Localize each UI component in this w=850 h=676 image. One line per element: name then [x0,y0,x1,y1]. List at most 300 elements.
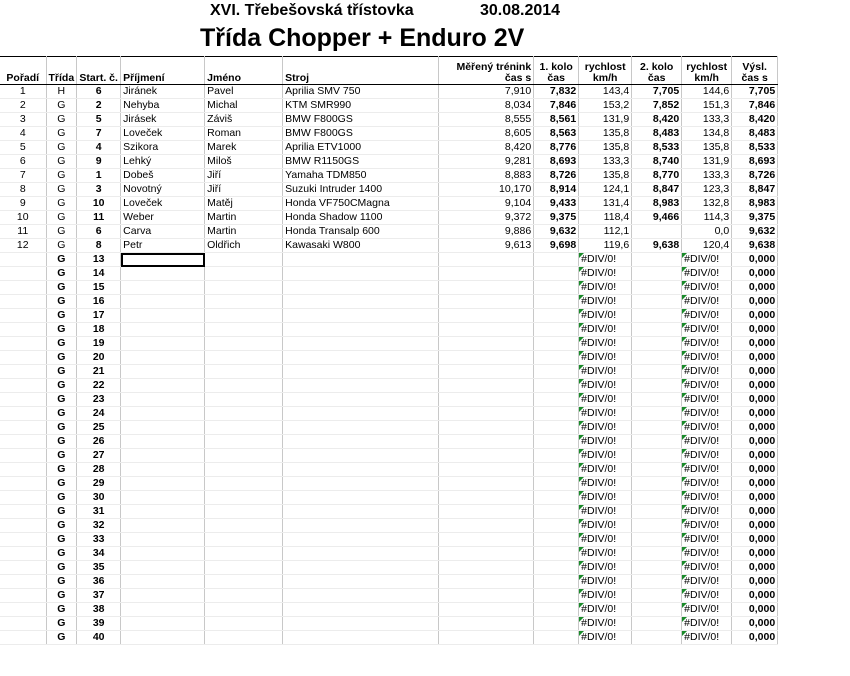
cell-rychlost2[interactable]: 144,6 [682,85,732,99]
cell-rychlost2[interactable]: 131,9 [682,155,732,169]
cell-rychlost2[interactable]: #DIV/0! [682,575,732,589]
cell-rychlost2[interactable]: #DIV/0! [682,603,732,617]
cell-rychlost2[interactable]: #DIV/0! [682,407,732,421]
cell-rychlost2[interactable]: #DIV/0! [682,561,732,575]
cell-stroj[interactable] [283,589,439,603]
cell-trenink[interactable] [439,533,534,547]
cell-trenink[interactable] [439,575,534,589]
cell-kolo1[interactable] [534,365,579,379]
cell-kolo2[interactable] [632,407,682,421]
cell-poradi[interactable] [0,267,46,281]
cell-trenink[interactable]: 8,034 [439,99,534,113]
cell-rychlost1[interactable]: #DIV/0! [579,631,632,645]
cell-rychlost2[interactable]: #DIV/0! [682,365,732,379]
cell-poradi[interactable] [0,351,46,365]
cell-kolo1[interactable] [534,547,579,561]
cell-stroj[interactable]: Suzuki Intruder 1400 [283,183,439,197]
cell-trenink[interactable] [439,281,534,295]
cell-rychlost2[interactable]: #DIV/0! [682,393,732,407]
cell-vysl[interactable]: 0,000 [732,267,778,281]
cell-rychlost1[interactable]: #DIV/0! [579,463,632,477]
cell-rychlost1[interactable]: 124,1 [579,183,632,197]
cell-start[interactable]: 34 [77,547,121,561]
cell-rychlost1[interactable]: #DIV/0! [579,267,632,281]
cell-vysl[interactable]: 9,632 [732,225,778,239]
header-trida[interactable]: Třída [46,57,77,85]
header-kolo2[interactable] [632,57,682,85]
cell-jmeno[interactable]: Martin [205,211,283,225]
cell-kolo1[interactable]: 8,693 [534,155,579,169]
cell-vysl[interactable]: 0,000 [732,379,778,393]
header-prijmeni[interactable]: Příjmení [121,57,205,85]
header-start[interactable]: Start. č. [77,57,121,85]
cell-vysl[interactable]: 0,000 [732,561,778,575]
cell-prijmeni[interactable] [121,393,205,407]
cell-poradi[interactable] [0,421,46,435]
cell-poradi[interactable] [0,491,46,505]
cell-kolo1[interactable]: 8,914 [534,183,579,197]
cell-stroj[interactable]: KTM SMR990 [283,99,439,113]
cell-jmeno[interactable] [205,365,283,379]
cell-vysl[interactable]: 8,983 [732,197,778,211]
cell-trenink[interactable] [439,631,534,645]
cell-poradi[interactable] [0,617,46,631]
cell-jmeno[interactable]: Oldřich [205,239,283,253]
cell-rychlost2[interactable]: #DIV/0! [682,547,732,561]
cell-kolo1[interactable] [534,281,579,295]
cell-jmeno[interactable] [205,393,283,407]
cell-rychlost1[interactable]: #DIV/0! [579,435,632,449]
cell-trenink[interactable] [439,323,534,337]
cell-jmeno[interactable] [205,267,283,281]
cell-start[interactable]: 23 [77,393,121,407]
cell-start[interactable]: 27 [77,449,121,463]
cell-kolo1[interactable] [534,337,579,351]
cell-prijmeni[interactable] [121,281,205,295]
cell-stroj[interactable]: BMW F800GS [283,127,439,141]
cell-rychlost1[interactable]: #DIV/0! [579,309,632,323]
cell-trida[interactable]: G [46,407,77,421]
cell-start[interactable]: 13 [77,253,121,267]
cell-kolo1[interactable] [534,309,579,323]
cell-start[interactable]: 3 [77,183,121,197]
cell-kolo2[interactable]: 8,420 [632,113,682,127]
cell-stroj[interactable] [283,407,439,421]
cell-rychlost1[interactable]: 135,8 [579,169,632,183]
cell-stroj[interactable] [283,365,439,379]
cell-jmeno[interactable] [205,323,283,337]
cell-jmeno[interactable] [205,337,283,351]
cell-poradi[interactable] [0,449,46,463]
cell-poradi[interactable] [0,379,46,393]
cell-start[interactable]: 10 [77,197,121,211]
cell-kolo1[interactable] [534,589,579,603]
cell-kolo1[interactable]: 9,375 [534,211,579,225]
cell-trida[interactable]: G [46,449,77,463]
cell-vysl[interactable]: 0,000 [732,617,778,631]
cell-stroj[interactable] [283,295,439,309]
cell-rychlost2[interactable]: #DIV/0! [682,351,732,365]
cell-vysl[interactable]: 8,847 [732,183,778,197]
cell-vysl[interactable]: 0,000 [732,547,778,561]
cell-trida[interactable]: G [46,309,77,323]
cell-kolo2[interactable] [632,421,682,435]
cell-kolo1[interactable] [534,519,579,533]
cell-poradi[interactable] [0,547,46,561]
cell-trenink[interactable] [439,407,534,421]
cell-kolo2[interactable] [632,505,682,519]
cell-trenink[interactable] [439,393,534,407]
cell-prijmeni[interactable] [121,519,205,533]
cell-jmeno[interactable] [205,421,283,435]
cell-vysl[interactable]: 0,000 [732,407,778,421]
cell-rychlost2[interactable]: 123,3 [682,183,732,197]
cell-prijmeni[interactable] [121,337,205,351]
cell-stroj[interactable] [283,393,439,407]
cell-rychlost1[interactable]: #DIV/0! [579,337,632,351]
cell-start[interactable]: 19 [77,337,121,351]
cell-rychlost2[interactable]: #DIV/0! [682,449,732,463]
cell-prijmeni[interactable] [121,575,205,589]
cell-trenink[interactable]: 10,170 [439,183,534,197]
cell-rychlost2[interactable]: #DIV/0! [682,309,732,323]
cell-kolo1[interactable]: 9,632 [534,225,579,239]
cell-rychlost1[interactable]: #DIV/0! [579,477,632,491]
cell-start[interactable]: 16 [77,295,121,309]
cell-trida[interactable]: G [46,631,77,645]
cell-stroj[interactable] [283,351,439,365]
cell-trida[interactable]: G [46,197,77,211]
cell-rychlost2[interactable]: #DIV/0! [682,477,732,491]
cell-vysl[interactable]: 0,000 [732,505,778,519]
cell-trida[interactable]: G [46,211,77,225]
cell-kolo2[interactable] [632,589,682,603]
cell-kolo1[interactable] [534,393,579,407]
cell-jmeno[interactable]: Pavel [205,85,283,99]
cell-rychlost2[interactable]: 134,8 [682,127,732,141]
cell-trida[interactable]: G [46,435,77,449]
cell-rychlost1[interactable]: #DIV/0! [579,617,632,631]
cell-rychlost2[interactable]: 132,8 [682,197,732,211]
cell-trida[interactable]: G [46,421,77,435]
cell-kolo1[interactable]: 7,832 [534,85,579,99]
cell-kolo2[interactable] [632,603,682,617]
cell-vysl[interactable]: 9,375 [732,211,778,225]
cell-jmeno[interactable] [205,491,283,505]
cell-trenink[interactable] [439,379,534,393]
cell-jmeno[interactable] [205,603,283,617]
cell-kolo1[interactable]: 8,726 [534,169,579,183]
cell-poradi[interactable]: 2 [0,99,46,113]
cell-kolo1[interactable] [534,505,579,519]
cell-rychlost1[interactable]: 119,6 [579,239,632,253]
cell-prijmeni[interactable] [121,561,205,575]
cell-jmeno[interactable]: Jiří [205,169,283,183]
cell-trida[interactable]: G [46,365,77,379]
cell-jmeno[interactable] [205,295,283,309]
cell-poradi[interactable] [0,309,46,323]
cell-trida[interactable]: G [46,239,77,253]
cell-poradi[interactable] [0,323,46,337]
cell-trida[interactable]: G [46,183,77,197]
header-rychlost2[interactable] [682,57,732,85]
cell-stroj[interactable] [283,533,439,547]
cell-kolo2[interactable] [632,491,682,505]
cell-poradi[interactable] [0,463,46,477]
cell-stroj[interactable] [283,379,439,393]
cell-vysl[interactable]: 8,693 [732,155,778,169]
cell-kolo2[interactable] [632,463,682,477]
cell-kolo2[interactable]: 7,705 [632,85,682,99]
cell-poradi[interactable]: 12 [0,239,46,253]
cell-rychlost1[interactable]: #DIV/0! [579,323,632,337]
cell-prijmeni[interactable]: Szikora [121,141,205,155]
cell-rychlost2[interactable]: 114,3 [682,211,732,225]
cell-trenink[interactable]: 8,605 [439,127,534,141]
cell-jmeno[interactable]: Záviš [205,113,283,127]
cell-rychlost2[interactable]: #DIV/0! [682,491,732,505]
cell-kolo1[interactable]: 8,561 [534,113,579,127]
cell-kolo1[interactable] [534,253,579,267]
cell-rychlost2[interactable]: #DIV/0! [682,463,732,477]
cell-jmeno[interactable] [205,407,283,421]
cell-start[interactable]: 21 [77,365,121,379]
cell-trenink[interactable] [439,463,534,477]
cell-trenink[interactable] [439,505,534,519]
cell-rychlost1[interactable]: #DIV/0! [579,491,632,505]
cell-stroj[interactable]: Aprilia ETV1000 [283,141,439,155]
cell-vysl[interactable]: 0,000 [732,519,778,533]
cell-rychlost2[interactable]: 120,4 [682,239,732,253]
cell-rychlost2[interactable]: 0,0 [682,225,732,239]
cell-stroj[interactable]: Kawasaki W800 [283,239,439,253]
cell-start[interactable]: 24 [77,407,121,421]
cell-poradi[interactable] [0,477,46,491]
cell-start[interactable]: 4 [77,141,121,155]
cell-start[interactable]: 14 [77,267,121,281]
header-vysl[interactable] [732,57,778,85]
header-rychlost1[interactable] [579,57,632,85]
cell-rychlost1[interactable]: 131,4 [579,197,632,211]
cell-stroj[interactable] [283,519,439,533]
cell-prijmeni[interactable] [121,379,205,393]
cell-stroj[interactable] [283,561,439,575]
selected-cell[interactable] [121,253,205,267]
cell-kolo1[interactable] [534,561,579,575]
cell-poradi[interactable]: 8 [0,183,46,197]
cell-poradi[interactable]: 1 [0,85,46,99]
cell-trenink[interactable] [439,309,534,323]
cell-stroj[interactable]: BMW R1150GS [283,155,439,169]
cell-trida[interactable]: G [46,253,77,267]
cell-kolo2[interactable] [632,337,682,351]
cell-jmeno[interactable]: Matěj [205,197,283,211]
cell-rychlost2[interactable]: #DIV/0! [682,617,732,631]
cell-start[interactable]: 40 [77,631,121,645]
cell-trenink[interactable] [439,365,534,379]
cell-trenink[interactable]: 9,886 [439,225,534,239]
cell-rychlost1[interactable]: #DIV/0! [579,561,632,575]
cell-start[interactable]: 25 [77,421,121,435]
cell-trenink[interactable] [439,337,534,351]
cell-vysl[interactable]: 0,000 [732,449,778,463]
cell-trida[interactable]: G [46,113,77,127]
cell-kolo1[interactable] [534,351,579,365]
cell-prijmeni[interactable]: Jirásek [121,113,205,127]
cell-jmeno[interactable] [205,435,283,449]
cell-prijmeni[interactable]: Novotný [121,183,205,197]
cell-poradi[interactable]: 5 [0,141,46,155]
cell-kolo2[interactable]: 8,770 [632,169,682,183]
cell-jmeno[interactable]: Roman [205,127,283,141]
cell-prijmeni[interactable] [121,463,205,477]
cell-trenink[interactable] [439,253,534,267]
cell-kolo2[interactable]: 8,983 [632,197,682,211]
cell-prijmeni[interactable] [121,589,205,603]
cell-stroj[interactable]: Aprilia SMV 750 [283,85,439,99]
cell-kolo1[interactable]: 9,433 [534,197,579,211]
cell-poradi[interactable] [0,295,46,309]
cell-start[interactable]: 38 [77,603,121,617]
cell-trida[interactable]: H [46,85,77,99]
cell-trida[interactable]: G [46,393,77,407]
cell-trenink[interactable] [439,351,534,365]
cell-rychlost1[interactable]: 118,4 [579,211,632,225]
cell-trenink[interactable] [439,267,534,281]
cell-vysl[interactable]: 0,000 [732,323,778,337]
cell-poradi[interactable]: 10 [0,211,46,225]
cell-kolo2[interactable] [632,379,682,393]
header-kolo1[interactable] [534,57,579,85]
cell-start[interactable]: 17 [77,309,121,323]
cell-kolo1[interactable] [534,407,579,421]
cell-vysl[interactable]: 8,726 [732,169,778,183]
cell-stroj[interactable]: Yamaha TDM850 [283,169,439,183]
cell-trenink[interactable]: 9,372 [439,211,534,225]
cell-kolo1[interactable] [534,295,579,309]
cell-rychlost2[interactable]: #DIV/0! [682,379,732,393]
cell-poradi[interactable] [0,575,46,589]
cell-vysl[interactable]: 0,000 [732,309,778,323]
cell-trenink[interactable]: 9,281 [439,155,534,169]
cell-vysl[interactable]: 0,000 [732,253,778,267]
cell-poradi[interactable] [0,533,46,547]
cell-rychlost2[interactable]: 133,3 [682,113,732,127]
cell-start[interactable]: 1 [77,169,121,183]
cell-poradi[interactable]: 6 [0,155,46,169]
cell-poradi[interactable] [0,435,46,449]
cell-vysl[interactable]: 0,000 [732,491,778,505]
cell-prijmeni[interactable] [121,407,205,421]
cell-trida[interactable]: G [46,267,77,281]
cell-trida[interactable]: G [46,589,77,603]
cell-rychlost2[interactable]: #DIV/0! [682,323,732,337]
cell-poradi[interactable]: 9 [0,197,46,211]
cell-vysl[interactable]: 9,638 [732,239,778,253]
cell-trida[interactable]: G [46,547,77,561]
cell-poradi[interactable] [0,337,46,351]
cell-stroj[interactable]: Honda VF750CMagna [283,197,439,211]
cell-rychlost2[interactable]: #DIV/0! [682,337,732,351]
cell-kolo2[interactable] [632,323,682,337]
cell-rychlost1[interactable]: 112,1 [579,225,632,239]
cell-kolo1[interactable] [534,449,579,463]
cell-prijmeni[interactable]: Weber [121,211,205,225]
cell-jmeno[interactable] [205,617,283,631]
cell-stroj[interactable] [283,323,439,337]
cell-stroj[interactable]: BMW F800GS [283,113,439,127]
cell-start[interactable]: 20 [77,351,121,365]
cell-jmeno[interactable] [205,281,283,295]
cell-jmeno[interactable] [205,589,283,603]
cell-rychlost1[interactable]: #DIV/0! [579,505,632,519]
cell-jmeno[interactable]: Martin [205,225,283,239]
cell-rychlost1[interactable]: #DIV/0! [579,589,632,603]
cell-prijmeni[interactable] [121,365,205,379]
cell-jmeno[interactable] [205,449,283,463]
cell-trenink[interactable]: 8,883 [439,169,534,183]
cell-kolo1[interactable]: 8,776 [534,141,579,155]
cell-trida[interactable]: G [46,295,77,309]
cell-kolo2[interactable]: 7,852 [632,99,682,113]
cell-kolo2[interactable]: 8,847 [632,183,682,197]
cell-rychlost1[interactable]: #DIV/0! [579,281,632,295]
cell-prijmeni[interactable] [121,491,205,505]
cell-kolo2[interactable] [632,533,682,547]
cell-stroj[interactable] [283,281,439,295]
cell-stroj[interactable] [283,491,439,505]
cell-vysl[interactable]: 0,000 [732,631,778,645]
cell-rychlost1[interactable]: #DIV/0! [579,407,632,421]
cell-kolo2[interactable] [632,561,682,575]
cell-kolo2[interactable] [632,519,682,533]
cell-kolo2[interactable] [632,365,682,379]
cell-prijmeni[interactable] [121,617,205,631]
cell-trenink[interactable]: 8,420 [439,141,534,155]
cell-vysl[interactable]: 0,000 [732,533,778,547]
cell-stroj[interactable] [283,421,439,435]
cell-rychlost1[interactable]: #DIV/0! [579,253,632,267]
cell-poradi[interactable] [0,631,46,645]
cell-vysl[interactable]: 0,000 [732,435,778,449]
cell-jmeno[interactable]: Michal [205,99,283,113]
cell-prijmeni[interactable]: Nehyba [121,99,205,113]
cell-poradi[interactable] [0,393,46,407]
cell-vysl[interactable]: 7,705 [732,85,778,99]
cell-stroj[interactable] [283,617,439,631]
cell-rychlost2[interactable]: #DIV/0! [682,295,732,309]
cell-trenink[interactable] [439,519,534,533]
cell-jmeno[interactable] [205,575,283,589]
cell-vysl[interactable]: 0,000 [732,365,778,379]
cell-vysl[interactable]: 8,483 [732,127,778,141]
cell-kolo2[interactable]: 9,638 [632,239,682,253]
cell-vysl[interactable]: 7,846 [732,99,778,113]
cell-kolo2[interactable] [632,547,682,561]
cell-trenink[interactable] [439,561,534,575]
cell-jmeno[interactable] [205,463,283,477]
cell-rychlost2[interactable]: #DIV/0! [682,281,732,295]
cell-trenink[interactable] [439,589,534,603]
cell-prijmeni[interactable]: Jiránek [121,85,205,99]
cell-rychlost2[interactable]: 135,8 [682,141,732,155]
cell-kolo2[interactable]: 9,466 [632,211,682,225]
cell-kolo1[interactable] [534,323,579,337]
cell-kolo1[interactable]: 7,846 [534,99,579,113]
cell-rychlost1[interactable]: #DIV/0! [579,351,632,365]
cell-start[interactable]: 31 [77,505,121,519]
cell-prijmeni[interactable] [121,309,205,323]
